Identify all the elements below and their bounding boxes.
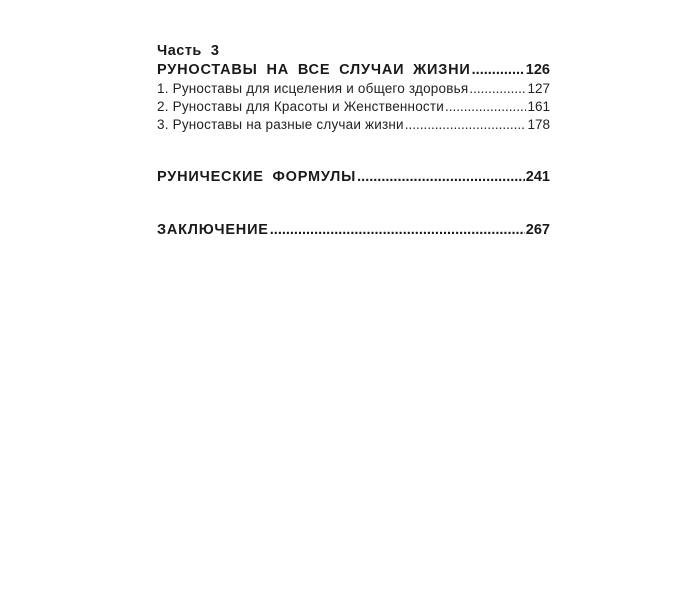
- toc-entry-conclusion: [157, 220, 550, 240]
- table-of-contents: [157, 42, 550, 240]
- toc-entry-title: ЗАКЛЮЧЕНИЕ: [157, 222, 269, 238]
- toc-entry-page: 127: [527, 81, 550, 96]
- toc-entry-page: 126: [525, 62, 550, 78]
- toc-entry-chapter-2: [157, 98, 550, 116]
- toc-entry-page: 241: [525, 169, 550, 185]
- dot-leader: [469, 80, 526, 98]
- spacer: [157, 134, 550, 167]
- toc-entry-title: 2. Руноставы для Красоты и Женственности: [157, 99, 444, 114]
- toc-entry-title: РУНИЧЕСКИЕ ФОРМУЛЫ: [157, 169, 357, 185]
- dot-leader: [357, 167, 525, 187]
- toc-entry-page: 178: [527, 117, 550, 132]
- toc-entry-chapter-3: [157, 116, 550, 134]
- toc-entry-page: 161: [527, 99, 550, 114]
- spacer: [157, 187, 550, 220]
- toc-entry-chapter-1: [157, 80, 550, 98]
- toc-entry-title: 1. Руноставы для исцеления и общего здоровья: [157, 81, 469, 96]
- toc-entry-runic-formulas: [157, 167, 550, 187]
- dot-leader: [270, 220, 525, 240]
- dot-leader: [472, 60, 525, 80]
- toc-entry-page: 267: [525, 222, 550, 238]
- dot-leader: [405, 116, 527, 134]
- dot-leader: [445, 98, 526, 116]
- toc-entry-title: РУНОСТАВЫ НА ВСЕ СЛУЧАИ ЖИЗНИ: [157, 62, 471, 78]
- toc-entry-title: 3. Руноставы на разные случаи жизни: [157, 117, 404, 132]
- toc-entry-part-title: [157, 60, 550, 80]
- part-heading: Часть 3: [157, 43, 220, 59]
